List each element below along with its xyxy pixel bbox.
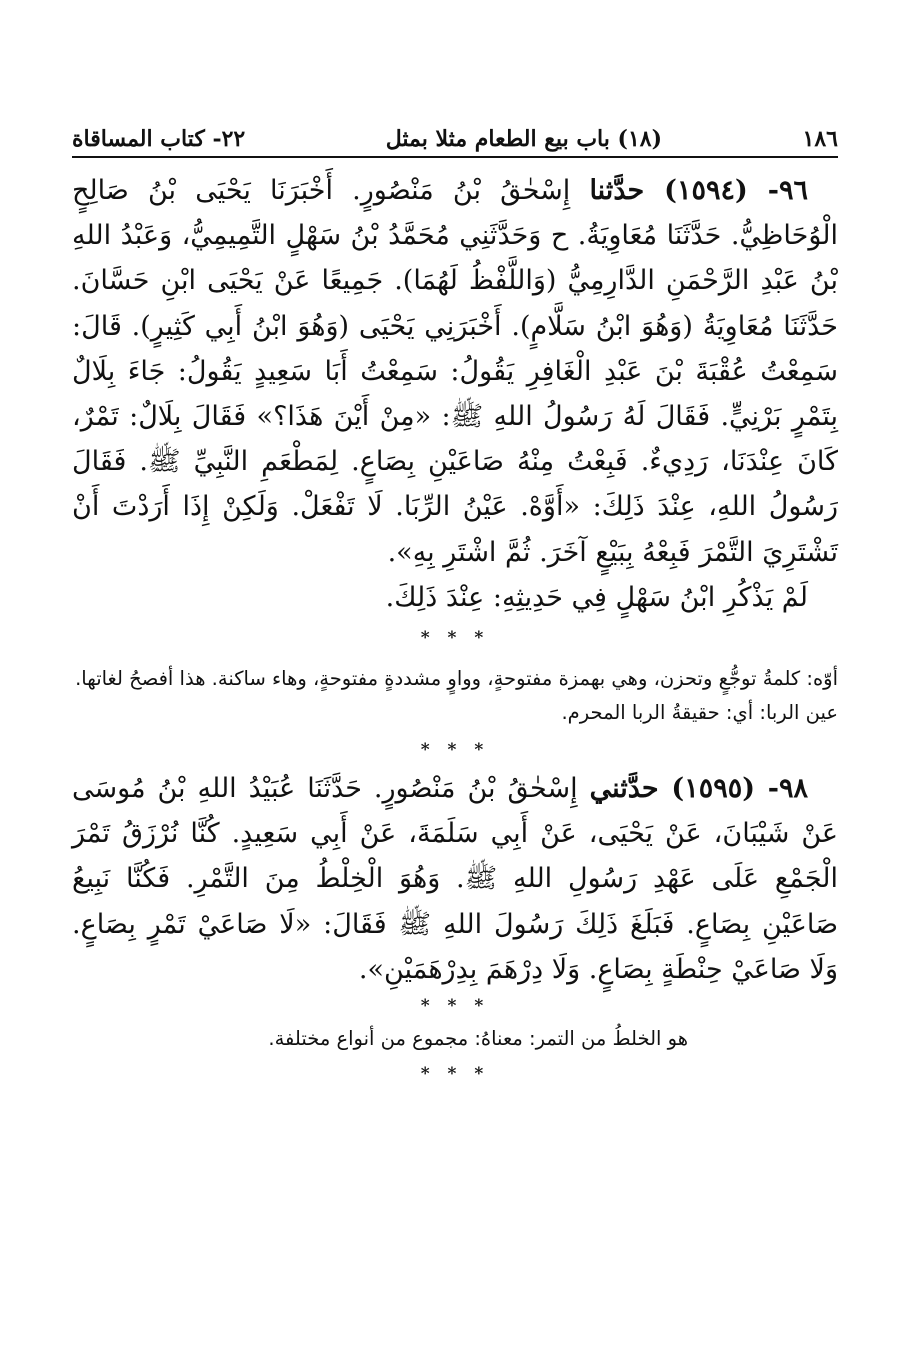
footnote-ayn-riba: عين الربا: أي: حقيقةُ الربا المحرم. xyxy=(561,701,838,725)
page-number: ١٨٦ xyxy=(802,126,838,152)
hadith-98 xyxy=(72,766,838,992)
hadith-96-closing xyxy=(72,575,838,620)
footnote-khilt: هو الخلطُ من التمر: معناهُ: مجموع من أنواع مختلفة. xyxy=(268,1027,688,1051)
hadith-96-text: إِسْحٰقُ بْنُ مَنْصُورٍ. أَخْبَرَنَا يَحْيَى بْنُ صَالِحٍ الْوُحَاظِيُّ. حَدَّثَنَا مُعَاوِيَةُ. ح وَحَدَّثَنِي مُحَمَّدُ بْنُ سَهْلٍ التَّمِيمِيُّ، وَعَبْدُ اللهِ بْنُ عَبْدِ الرَّحْمَنِ الدَّارِمِيُّ (وَاللَّفْظُ لَهُمَا). جَمِيعًا عَنْ يَحْيَى ابْنِ حَسَّانَ. حَدَّثَنَا مُعَاوِيَةُ (وَهُوَ ابْنُ سَلَّامٍ). أَخْبَرَنِي يَحْيَى (وَهُوَ ابْنُ أَبِي كَثِيرٍ). قَالَ: سَمِعْتُ عُقْبَةَ بْنَ عَبْدِ الْغَافِرِ يَقُولُ: سَمِعْتُ أَبَا سَعِيدٍ يَقُولُ: جَاءَ بِلَالٌ بِتَمْرٍ بَرْنِيٍّ. فَقَالَ لَهُ رَسُولُ اللهِ ﷺ: «مِنْ أَيْنَ هَذَا؟» فَقَالَ بِلَالٌ: تَمْرٌ، كَانَ عِنْدَنَا، رَدِيءٌ. فَبِعْتُ مِنْهُ صَاعَيْنِ بِصَاعٍ. لِمَطْعَمِ النَّبِيِّ ﷺ. فَقَالَ رَسُولُ اللهِ، عِنْدَ ذَلِكَ: «أَوَّهْ. عَيْنُ الرِّبَا. لَا تَفْعَلْ. وَلَكِنْ إِذَا أَرَدْتَ أَنْ تَشْتَرِيَ التَّمْرَ فَبِعْهُ بِبَيْعٍ آخَرَ. ثُمَّ اشْتَرِ بِهِ». xyxy=(72,175,838,568)
hadith-96-number: ٩٦- (١٥٩٤) حدَّثنا xyxy=(589,175,808,206)
running-header xyxy=(72,110,838,158)
section-separator: * * * xyxy=(420,1064,490,1085)
page-body xyxy=(72,168,838,1084)
hadith-96 xyxy=(72,168,838,575)
section-separator: * * * xyxy=(420,996,490,1017)
hadith-98-number: ٩٨- (١٥٩٥) حدَّثني xyxy=(589,773,808,805)
hadith-98-text: إِسْحٰقُ بْنُ مَنْصُورٍ. حَدَّثَنَا عُبَيْدُ اللهِ بْنُ مُوسَى عَنْ شَيْبَانَ، عَنْ يَحْيَى، عَنْ أَبِي سَلَمَةَ، عَنْ أَبِي سَعِيدٍ. كُنَّا نُرْزَقُ تَمْرَ الْجَمْعِ عَلَى عَهْدِ رَسُولِ اللهِ ﷺ. وَهُوَ الْخِلْطُ مِنَ التَّمْرِ. فَكُنَّا نَبِيعُ صَاعَيْنِ بِصَاعٍ. فَبَلَغَ ذَلِكَ رَسُولَ اللهِ ﷺ فَقَالَ: «لَا صَاعَيْ تَمْرٍ بِصَاعٍ. وَلَا صَاعَيْ حِنْطَةٍ بِصَاعٍ. وَلَا دِرْهَمَ بِدِرْهَمَيْنِ». xyxy=(72,773,838,985)
footnote-awwah: أوّه: كلمةُ توجُّعٍ وتحزن، وهي بهمزة مفتوحةٍ، وواوٍ مشددةٍ مفتوحةٍ، وهاء ساكنة. هذا أفصحُ لغاتها. xyxy=(75,667,838,691)
book-title: ٢٢- كتاب المساقاة xyxy=(72,126,246,152)
hadith-96-closing-text: لَمْ يَذْكُرِ ابْنُ سَهْلٍ فِي حَدِيثِهِ: عِنْدَ ذَلِكَ. xyxy=(385,581,808,613)
chapter-title: (١٨) باب بيع الطعام مثلا بمثل xyxy=(385,126,663,152)
section-separator: * * * xyxy=(420,740,490,761)
section-separator: * * * xyxy=(420,628,490,649)
